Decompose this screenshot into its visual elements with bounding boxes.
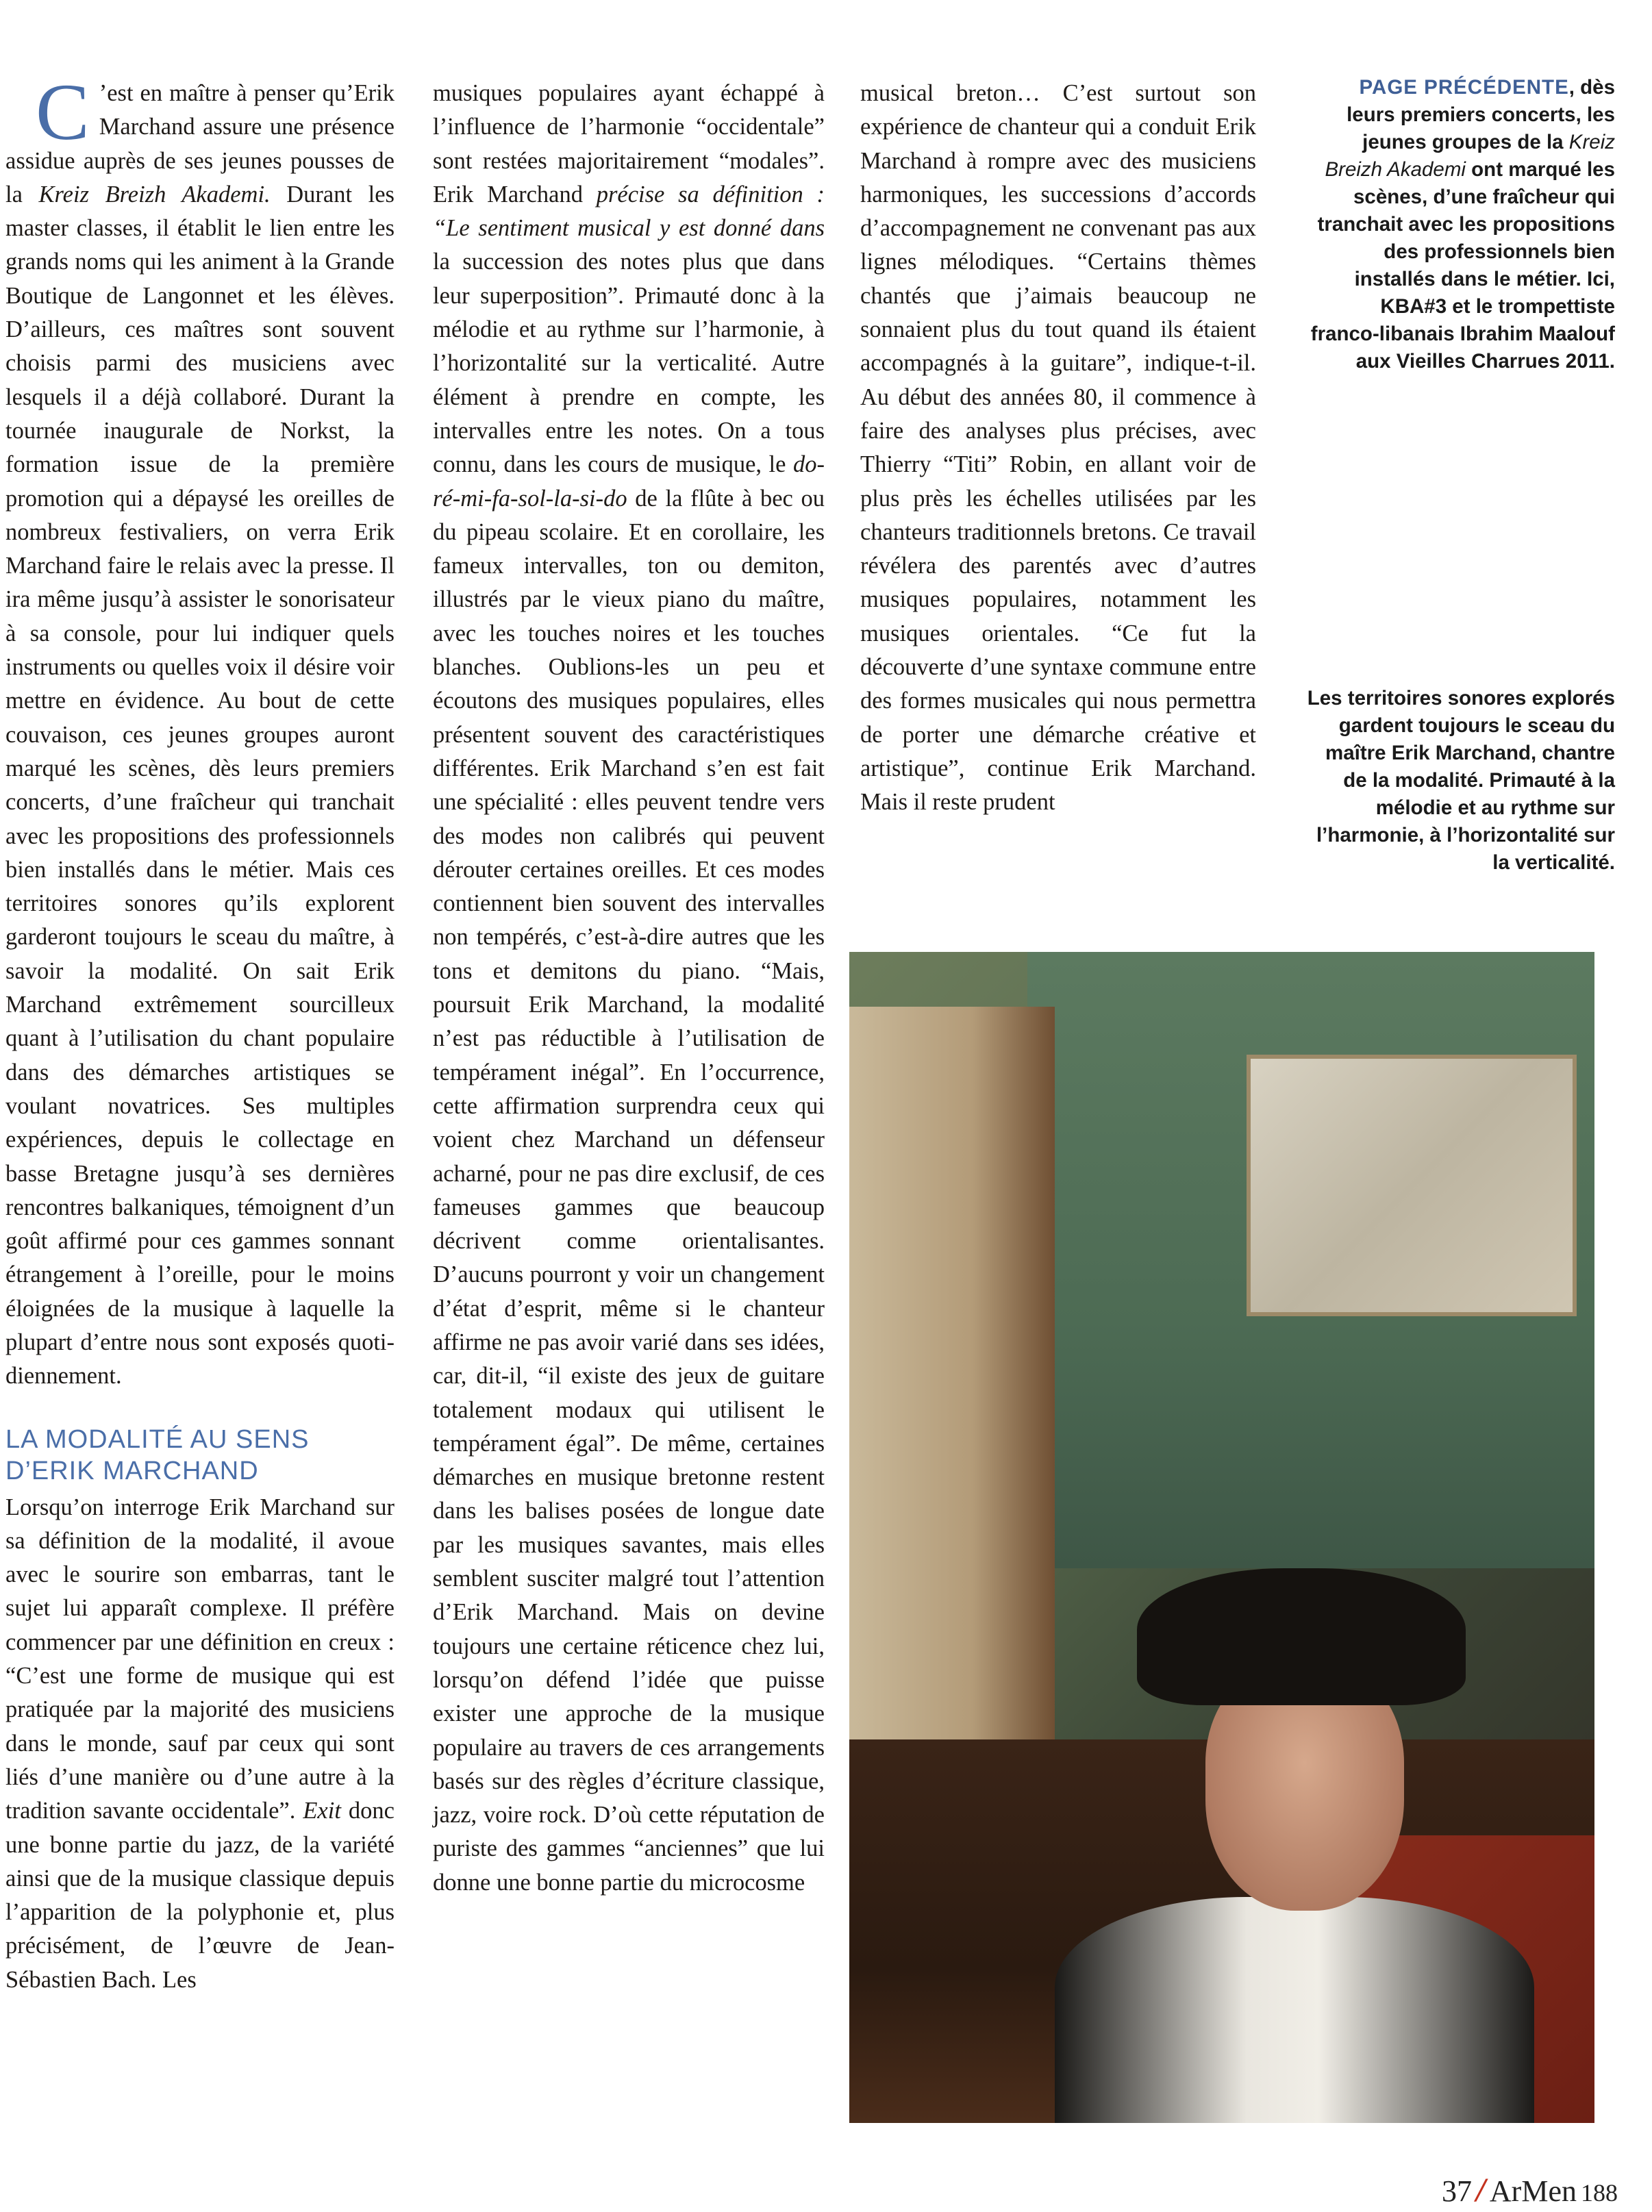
caption-1-text-a: , dès leurs premiers concerts, les jeunes groupes de la xyxy=(1347,76,1615,153)
photo-figure-hat xyxy=(1137,1568,1466,1705)
caption-1-text-b: ont marqué les scènes, d’une fraîcheur qui tranchait avec les propositions des professionnels bien installés dans le métier. Ici, KBA#3 et le trompettiste franco-libanais Ibrahim Maalouf aux Vieilles Charrues 2011. xyxy=(1310,158,1615,373)
portrait-photo xyxy=(849,952,1594,2123)
subhead-line-2: D’ERIK MARCHAND xyxy=(5,1456,259,1485)
column-2-text-b: la succession des notes plus que dans leur superposition”. Primauté donc à la mélodie et au rythme sur l’harmonie, à l’horizontalité sur la verticalité. Autre élément à prendre en compte, les intervalles entre les notes. On a tous connu, dans les cours de musique, le xyxy=(433,249,825,478)
article-lead-paragraph xyxy=(5,67,395,1394)
column-2-text-a: musiques populaires ayant échappé à l’influence de l’harmonie “occidentale” sont restées majoritairement “modales”. Erik Marchand xyxy=(433,80,825,208)
column-2-emphasis-1: précise sa définition : “Le sentiment musical y est donné dans xyxy=(433,181,825,242)
column-2-emphasis-2: do-ré-mi-fa-sol-la-si-do xyxy=(433,451,825,512)
article-column-2 xyxy=(433,77,825,1900)
page-number: 37 xyxy=(1442,2174,1472,2208)
caption-1-emphasis: Kreiz Breizh Akademi xyxy=(1325,131,1615,181)
section-subhead xyxy=(5,1424,395,1487)
magazine-name: ArMen xyxy=(1489,2174,1577,2208)
photo-figure-body xyxy=(1055,1897,1534,2123)
subhead-line-1: LA MODALITÉ AU SENS xyxy=(5,1424,310,1454)
lead-emphasis: Kreiz Breizh Akademi. xyxy=(38,181,271,208)
page-folio xyxy=(1442,2170,1618,2209)
caption-label: PAGE PRÉCÉDENTE xyxy=(1359,76,1569,99)
lead-text: ’est en maître à penser qu’Erik Marchand assure une présence assidue auprès de ses jeunes pousses de la xyxy=(5,80,395,208)
caption-previous-page xyxy=(1307,74,1615,375)
column-2-paragraph xyxy=(433,77,825,1900)
column-3-paragraph xyxy=(860,77,1256,820)
column-3-text: musical breton… C’est surtout son expérience de chanteur qui a conduit Erik Marchand à rompre avec des musiciens harmoniques, les successions d’accords d’accompagnement ne convenant pas aux lignes mélodiques. “Certains thèmes chantés que j’aimais beaucoup ne sonnaient plus du tout quand ils étaient accompagnés à la guitare”, indique-t-il. Au début des années 80, il commence à faire des analyses plus précises, avec Thierry “Titi” Robin, en allant voir de plus près les échelles utilisées par les chanteurs traditionnels bretons. Ce travail révélera des parentés avec d’autres musiques populaires, notamment les musiques orientales. “Ce fut la découverte d’une syntaxe commune entre des formes musicales qui nous permettra de porter une démarche créative et artistique”, continue Erik Marchand. Mais il reste prudent xyxy=(860,80,1256,816)
photo-door xyxy=(849,1007,1055,1828)
caption-photo xyxy=(1307,685,1615,877)
drop-cap: C xyxy=(36,67,90,157)
column-2-text-c: de la flûte à bec ou du pipeau scolaire. Et en corollaire, les fameux intervalles, ton ou demiton, illustrés par le vieux piano du maître, avec les touches noires et les touches blanches. Oublions-les un peu et écoutons des musiques populaires, elles présentent souvent des caractéristiques différentes. Erik Marchand s’en est fait une spécialité : elles peuvent tendre vers des modes non calibrés qui peuvent dérouter certaines oreilles. Et ces modes contiennent bien souvent des intervalles non tempérés, c’est-à-dire autres que les tons et demitons du piano. “Mais, poursuit Erik Marchand, la modalité n’est pas réductible à l’utilisation de tempérament inégal”. En l’occurrence, cette affirmation surprendra ceux qui voient chez Marchand un défenseur acharné, pour ne pas dire exclusif, de ces fameuses gammes que beaucoup décrivent comme orientalisantes. D’aucuns pourront y voir un changement d’état d’esprit, même si le chanteur affirme ne pas avoir varié dans ses idées, car, dit-il, “il existe des jeux de guitare totalement modaux qui utilisent le tempérament égal”. De même, certaines démarches en musique bretonne restent dans les balises posées de longue date par les musiques savantes, mais elles semblent susciter malgré tout l’attention d’Erik Marchand. Mais on devine toujours une certaine réticence chez lui, lorsqu’on défend l’idée que puisse exister une approche de la musique populaire au travers de ces arrangements basés sur des règles d’écriture classique, jazz, voire rock. D’où cette réputation de puriste des gammes “anciennes” que lui donne une bonne partie du microcosme xyxy=(433,485,825,1896)
section-2-text-b: donc une bonne partie du jazz, de la variété ainsi que de la musique classique depuis l’apparition de la polyphonie et, plus précisément, de l’œuvre de Jean-Sébastien Bach. Les xyxy=(5,1798,395,1993)
section-2-emphasis: Exit xyxy=(303,1798,341,1824)
photo-wall-frame xyxy=(1247,1055,1577,1316)
article-column-1 xyxy=(5,67,395,1997)
folio-slash-icon: / xyxy=(1476,2170,1486,2209)
section-2-text-a: Lorsqu’on interroge Erik Marchand sur sa définition de la modalité, il avoue avec le sourire son embarras, tant le sujet lui apparaît complexe. Il préfère commencer par une définition en creux : “C’est une forme de musique qui est pratiquée par la majorité des musiciens dans le monde, sauf par ceux qui sont liés d’une manière ou d’une autre à la tradition savante occidentale”. xyxy=(5,1494,395,1824)
article-column-3 xyxy=(860,77,1256,820)
section-2-paragraph xyxy=(5,1491,395,1997)
caption-2-text: Les territoires sonores explorés gardent toujours le sceau du maître Erik Marchand, chantre de la modalité. Primauté à la mélodie et au rythme sur l’harmonie, à l’horizontalité sur la verticalité. xyxy=(1307,687,1615,874)
issue-number: 188 xyxy=(1581,2179,1618,2207)
column-1-body: Durant les master classes, il établit le lien entre les grands noms qui les animent à la Grande Boutique de Langonnet et les élèves. D’ailleurs, ces maîtres sont souvent choisis parmi des musiciens avec lesquels il a déjà collaboré. Durant la tournée inaugurale de Norkst, la formation issue de la première promotion qui a dépaysé les oreilles de nombreux festivaliers, on verra Erik Marchand faire le relais avec la presse. Il ira même jusqu’à assister le sonorisateur à sa console, pour lui indiquer quels instruments ou quelles voix il désire voir mettre en évidence. Au bout de cette couvaison, ces jeunes groupes auront marqué les scènes, dès leurs premiers concerts, d’une fraîcheur qui tranchait avec les propositions des professionnels bien installés dans le métier. Mais ces territoires sonores qu’ils explorent garderont toujours le sceau du maître, à savoir la modalité. On sait Erik Marchand extrêmement sourcilleux quant à l’utilisation du chant populaire dans des démarches artistiques se voulant novatrices. Ses multiples expériences, depuis le collectage en basse Bretagne jusqu’à ses dernières rencontres balkaniques, témoignent d’un goût affirmé pour ces gammes sonnant étrangement à l’oreille, pour le moins éloignées de la musique à laquelle la plupart d’entre nous sont exposés quotidiennement. xyxy=(5,181,395,1390)
